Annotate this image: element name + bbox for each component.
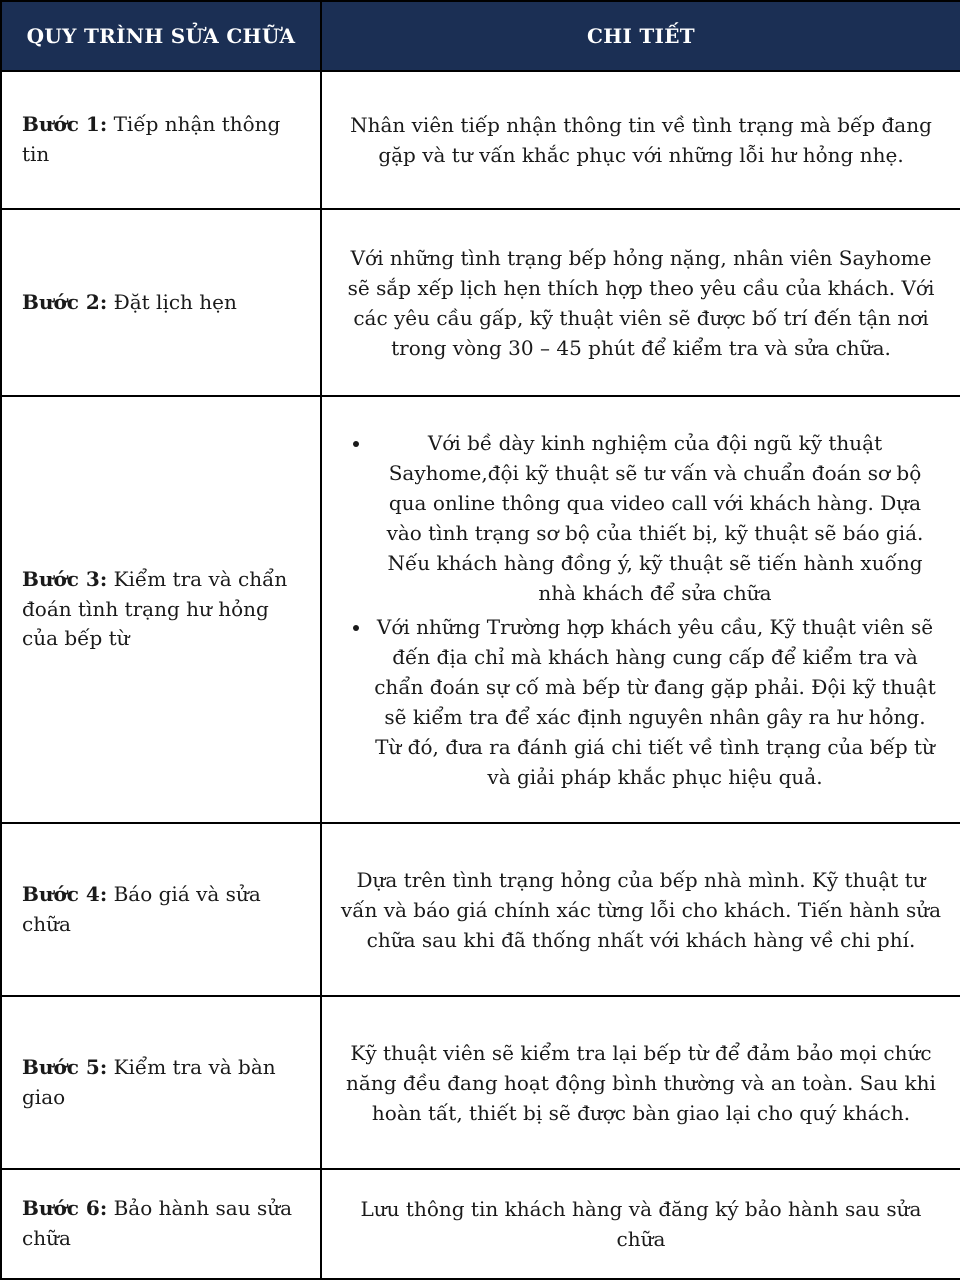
bullet-item: • Với những Trường hợp khách yêu cầu, Kỹ thuật viên sẽ đến địa chỉ mà khách hàng cung cấp để kiểm tra và chẩn đoán sự cố mà bếp từ đang gặp phải. Đội kỹ thuật sẽ kiểm tra để xác định nguyên nhân gây ra hư hỏng. Từ đó, đưa ra đánh giá chi tiết về tình trạng của bếp từ và giải pháp khắc phục hiệu quả. <box>372 612 938 792</box>
detail-cell-4: Dựa trên tình trạng hỏng của bếp nhà mình. Kỹ thuật tư vấn và báo giá chính xác từng lỗi cho khách. Tiến hành sửa chữa sau khi đã thống nhất với khách hàng về chi phí. <box>321 823 960 996</box>
step-label: Bước 5: <box>22 1054 108 1079</box>
header-cell-detail: CHI TIẾT <box>321 1 960 71</box>
detail-cell-5: Kỹ thuật viên sẽ kiểm tra lại bếp từ để đảm bảo mọi chức năng đều đang hoạt động bình thường và an toàn. Sau khi hoàn tất, thiết bị sẽ được bàn giao lại cho quý khách. <box>321 996 960 1169</box>
detail-cell-2: Với những tình trạng bếp hỏng nặng, nhân viên Sayhome sẽ sắp xếp lịch hẹn thích hợp theo yêu cầu của khách. Với các yêu cầu gấp, kỹ thuật viên sẽ được bố trí đến tận nơi trong vòng 30 – 45 phút để kiểm tra và sửa chữa. <box>321 209 960 396</box>
step-label: Bước 3: <box>22 567 108 592</box>
step-cell-1 <box>1 71 321 209</box>
step-cell-6 <box>1 1169 321 1279</box>
header-row <box>1 1 960 71</box>
table-row-step-6 <box>1 1169 960 1279</box>
detail-cell-1: Nhân viên tiếp nhận thông tin về tình trạng mà bếp đang gặp và tư vấn khắc phục với những lỗi hư hỏng nhẹ. <box>321 71 960 209</box>
step-cell-2 <box>1 209 321 396</box>
step-label: Bước 1: <box>22 112 108 137</box>
step-text: Đặt lịch hẹn <box>113 289 237 314</box>
bullet-item: • Với bề dày kinh nghiệm của đội ngũ kỹ thuật Sayhome,đội kỹ thuật sẽ tư vấn và chuẩn đoán sơ bộ qua online thông qua video call với khách hàng. Dựa vào tình trạng sơ bộ của thiết bị, kỹ thuật sẽ báo giá. Nếu khách hàng đồng ý, kỹ thuật sẽ tiến hành xuống nhà khách để sửa chữa <box>372 428 938 608</box>
detail-cell-3 <box>321 396 960 823</box>
step-text: Kiểm tra và chẩn đoán tình trạng hư hỏng của bếp từ <box>22 567 288 651</box>
step-label: Bước 6: <box>22 1196 108 1221</box>
step-text: Kiểm tra và bàn giao <box>22 1054 276 1109</box>
table-header <box>1 1 960 71</box>
header-cell-process: QUY TRÌNH SỬA CHỮA <box>1 1 321 71</box>
step-text: Tiếp nhận thông tin <box>22 112 281 166</box>
detail-bullet-list <box>338 428 944 792</box>
table-row-step-5 <box>1 996 960 1169</box>
step-label: Bước 2: <box>22 289 108 314</box>
step-cell-3 <box>1 396 321 823</box>
table-row-step-1 <box>1 71 960 209</box>
step-label: Bước 4: <box>22 881 108 906</box>
step-text: Bảo hành sau sửa chữa <box>22 1196 293 1250</box>
step-cell-4 <box>1 823 321 996</box>
step-cell-5 <box>1 996 321 1169</box>
detail-cell-6: Lưu thông tin khách hàng và đăng ký bảo hành sau sửa chữa <box>321 1169 960 1279</box>
table-row-step-3 <box>1 396 960 823</box>
table-row-step-2 <box>1 209 960 396</box>
step-text: Báo giá và sửa chữa <box>22 881 261 936</box>
table-row-step-4 <box>1 823 960 996</box>
